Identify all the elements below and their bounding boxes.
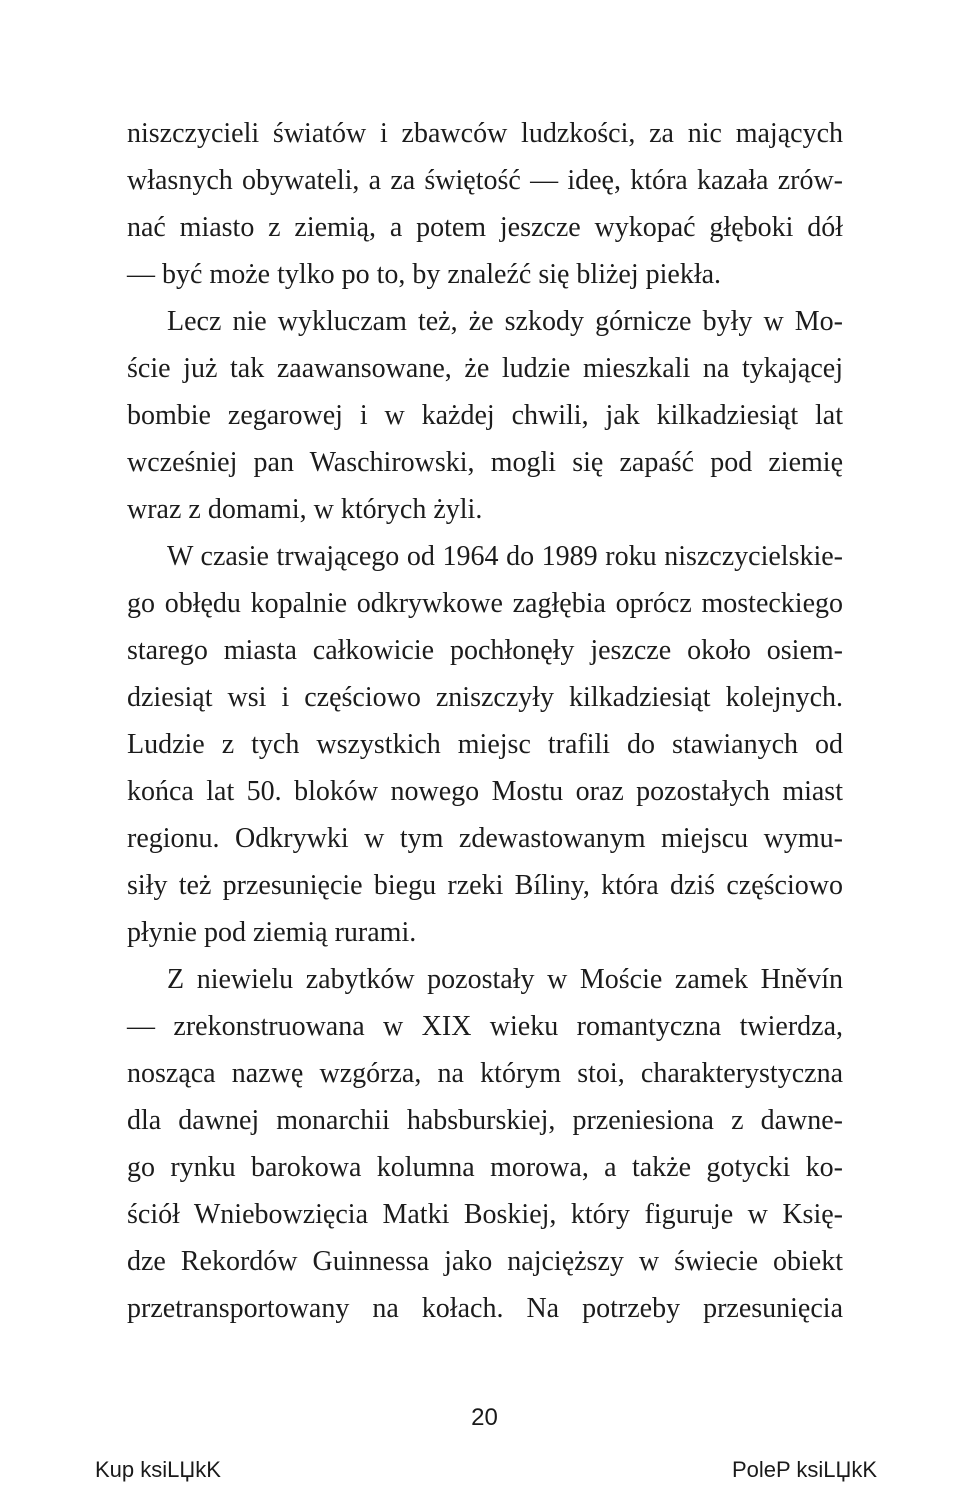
text-line: wcześniej pan Waschirowski, mogli się zapaść pod ziemię [127,447,843,478]
text-line: go obłędu kopalnie odkrywkowe zagłębia oprócz mosteckiego [127,588,843,619]
text-line: bombie zegarowej i w każdej chwili, jak kilkadziesiąt lat [127,400,843,431]
text-line: — być może tylko po to, by znaleźć się bliżej piekła. [127,259,722,290]
text-line: nać miasto z ziemią, a potem jeszcze wykopać głęboki dół [127,212,843,243]
paragraph [127,533,843,956]
paragraph [127,110,843,298]
text-line: Z niewielu zabytków pozostały w Moście zamek Hněvín [167,964,843,995]
text-line: go rynku barokowa kolumna morowa, a także gotycki ko- [127,1152,843,1183]
text-line: — zrekonstruowana w XIX wieku romantyczna twierdza, [127,1011,843,1042]
text-line: nosząca nazwę wzgórza, na którym stoi, charakterystyczna [127,1058,843,1089]
footer-recommend-book-link[interactable]: PoleP ksiLЏkK [731,1457,877,1482]
text-line: wraz z domami, w których żyli. [127,494,483,525]
text-line: płynie pod ziemią rurami. [127,917,417,948]
body-text [127,110,843,1332]
text-line: Lecz nie wykluczam też, że szkody górnicze były w Mo- [167,306,843,337]
text-line: ście już tak zaawansowane, że ludzie mieszkali na tykającej [127,353,843,384]
text-line: przetransportowany na kołach. Na potrzeby przesunięcia [127,1293,843,1324]
paragraph [127,298,843,533]
text-line: końca lat 50. bloków nowego Mostu oraz pozostałych miast [127,776,843,807]
footer-buy-book-link[interactable]: Kup ksiLЏkK [95,1457,221,1482]
text-line: dla dawnej monarchii habsburskiej, przeniesiona z dawne- [127,1105,843,1136]
text-line: dziesiąt wsi i częściowo zniszczyły kilkadziesiąt kolejnych. [127,682,843,713]
text-line: własnych obywateli, a za świętość — ideę, która kazała zrów- [127,165,843,196]
paragraph [127,956,843,1332]
text-line: regionu. Odkrywki w tym zdewastowanym miejscu wymu- [127,823,843,854]
text-line: niszczycieli światów i zbawców ludzkości, za nic mających [127,118,843,149]
text-line: dze Rekordów Guinnessa jako najcięższy w świecie obiekt [127,1246,843,1277]
page-number: 20 [471,1404,498,1431]
text-line: ściół Wniebowzięcia Matki Boskiej, który figuruje w Księ- [127,1199,843,1230]
text-line: starego miasta całkowicie pochłonęły jeszcze około osiem- [127,635,843,666]
text-line: W czasie trwającego od 1964 do 1989 roku niszczycielskie- [167,541,843,572]
text-line: siły też przesunięcie biegu rzeki Bíliny, która dziś częściowo [127,870,843,901]
text-line: Ludzie z tych wszystkich miejsc trafili do stawianych od [127,729,843,760]
